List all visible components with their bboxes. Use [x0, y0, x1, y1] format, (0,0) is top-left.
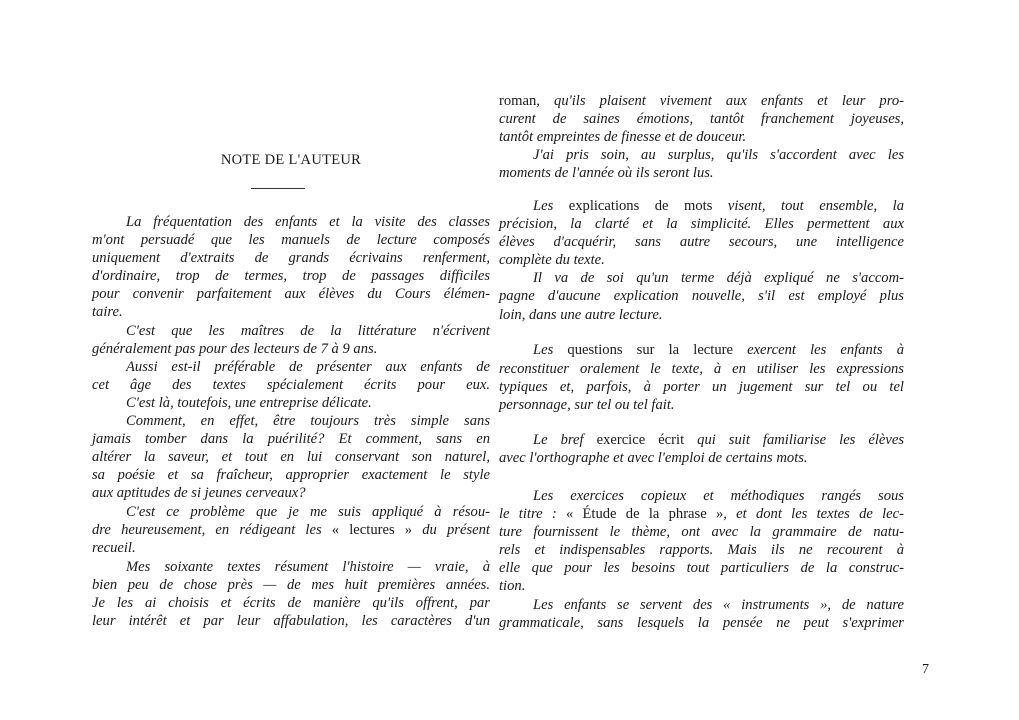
left-text-line [92, 521, 490, 539]
text-segment: typiques et, parfois, à porter un jugement sur tel ou tel [499, 379, 904, 395]
text-segment: « lectures » [331, 522, 413, 538]
left-text-line [92, 322, 490, 340]
text-segment: personnage, sur tel ou tel fait. [499, 397, 675, 413]
right-text-line [499, 128, 904, 146]
left-text-line [92, 285, 490, 303]
text-segment: altérer la saveur, et tout en lui conservant son naturel, [92, 449, 490, 465]
text-segment: C'est là, toutefois, une entreprise délicate. [126, 395, 372, 411]
text-segment: La fréquentation des enfants et la visite des classes [126, 214, 490, 230]
text-segment: C'est ce problème que je me suis appliqué à résou- [126, 504, 490, 520]
text-segment: d'ordinaire, trop de termes, trop de passages difficiles [92, 268, 490, 284]
text-segment: qui suit familiarise les élèves [684, 432, 905, 448]
text-segment: m'ont persuadé que les manuels de lecture composés [92, 232, 490, 248]
right-text-line [499, 251, 904, 269]
right-text-line [499, 614, 904, 632]
text-segment: généralement pas pour des lecteurs de 7 à 9 ans. [92, 341, 378, 357]
left-text-line [92, 576, 490, 594]
text-segment: moments de l'année où ils seront lus. [499, 165, 714, 181]
text-segment: loin, dans une autre lecture. [499, 307, 663, 323]
text-segment: roman [499, 93, 537, 109]
right-text-line [499, 197, 904, 215]
left-text-line [92, 394, 490, 412]
text-segment: visent, tout ensemble, la [712, 198, 904, 214]
text-segment: sa poésie et sa fraîcheur, approprier exactement le style [92, 467, 490, 483]
right-text-line [499, 233, 904, 251]
right-text-line [499, 341, 904, 359]
title-rule [251, 188, 305, 189]
left-text-line [92, 303, 490, 321]
text-segment: Les exercices copieux et méthodiques rangés sous [533, 488, 904, 504]
text-segment: Comment, en effet, être toujours très simple sans [126, 413, 490, 429]
left-text-line [92, 612, 490, 630]
right-text-line [499, 164, 904, 182]
text-segment: questions sur la lecture [567, 342, 733, 358]
right-text-line [499, 146, 904, 164]
left-text-line [92, 231, 490, 249]
right-text-line [499, 449, 904, 467]
text-segment: leur intérêt et par leur affabulation, les caractères d'un [92, 613, 490, 629]
left-text-line [92, 539, 490, 557]
left-text-line [92, 267, 490, 285]
text-segment: Les [533, 198, 569, 214]
right-text-line [499, 487, 904, 505]
left-text-line [92, 448, 490, 466]
text-segment: Je les ai choisis et écrits de manière qu'ils offrent, par [92, 595, 490, 611]
text-segment: J'ai pris soin, au surplus, qu'ils s'accordent avec les [533, 147, 904, 163]
text-segment: exercice écrit [596, 432, 685, 448]
text-segment: recueil. [92, 540, 136, 556]
text-segment: curent de saines émotions, tantôt franchement joyeuses, [499, 111, 904, 127]
text-segment: pagne d'aucune explication nouvelle, s'il est employé plus [499, 288, 904, 304]
right-text-line [499, 92, 904, 110]
left-text-line [92, 484, 490, 502]
text-segment: explications de mots [568, 198, 713, 214]
text-segment: Le bref [533, 432, 597, 448]
left-text-line [92, 430, 490, 448]
text-segment: reconstituer oralement le texte, à en utiliser les expressions [499, 361, 904, 377]
right-text-line [499, 110, 904, 128]
right-text-line [499, 360, 904, 378]
left-text-line [92, 558, 490, 576]
left-text-line [92, 358, 490, 376]
text-segment: Les [533, 342, 568, 358]
left-text-line [92, 503, 490, 521]
right-text-line [499, 306, 904, 324]
text-segment: « Étude de la phrase » [565, 506, 724, 522]
left-text-line [92, 594, 490, 612]
text-segment: elle que pour les besoins tout particuliers de la construc- [499, 560, 904, 576]
text-segment: aux aptitudes de si jeunes cerveaux? [92, 485, 306, 501]
text-segment: pour convenir parfaitement aux élèves du Cours élémen- [92, 286, 490, 302]
text-segment: exercent les enfants à [732, 342, 904, 358]
right-text-line [499, 396, 904, 414]
left-text-line [92, 340, 490, 358]
right-text-line [499, 523, 904, 541]
text-segment: élèves d'acquérir, sans autre secours, une intelligence [499, 234, 904, 250]
right-text-line [499, 559, 904, 577]
right-text-line [499, 378, 904, 396]
text-segment: , qu'ils plaisent vivement aux enfants et leur pro- [536, 93, 904, 109]
text-segment: Mes soixante textes résument l'histoire — vraie, à [126, 559, 490, 575]
right-text-line [499, 596, 904, 614]
left-text-line [92, 249, 490, 267]
right-text-line [499, 287, 904, 305]
text-segment: précision, la clarté et la simplicité. Elles permettent aux [499, 216, 904, 232]
text-segment: uniquement d'extraits de grands écrivains renferment, [92, 250, 490, 266]
right-text-line [499, 577, 904, 595]
text-segment: dre heureusement, en rédigeant les [92, 522, 332, 538]
text-segment: tantôt empreintes de finesse et de douceur. [499, 129, 747, 145]
left-text-line [92, 376, 490, 394]
right-text-line [499, 215, 904, 233]
text-segment: C'est que les maîtres de la littérature n'écrivent [126, 323, 490, 339]
text-segment: tion. [499, 578, 526, 594]
right-text-line [499, 431, 904, 449]
text-segment: complète du texte. [499, 252, 605, 268]
page-title: NOTE DE L'AUTEUR [220, 152, 362, 168]
text-segment: taire. [92, 304, 123, 320]
right-text-line [499, 541, 904, 559]
text-segment: ture fournissent le thème, ont avec la grammaire de natu- [499, 524, 904, 540]
text-segment: avec l'orthographe et avec l'emploi de certains mots. [499, 450, 808, 466]
right-text-line [499, 269, 904, 287]
left-text-line [92, 466, 490, 484]
text-segment: rels et indispensables rapports. Mais ils ne recourent à [499, 542, 904, 558]
text-segment: , et dont les textes de lec- [723, 506, 904, 522]
text-segment: grammaticale, sans lesquels la pensée ne peut s'exprimer [499, 615, 904, 631]
text-segment: jamais tomber dans la puérilité? Et comment, sans en [92, 431, 490, 447]
left-text-line [92, 213, 490, 231]
right-text-line [499, 505, 904, 523]
text-segment: Aussi est-il préférable de présenter aux enfants de [126, 359, 490, 375]
text-segment: cet âge des textes spécialement écrits pour eux. [92, 377, 490, 393]
text-segment: bien peu de chose près — de mes huit premières années. [92, 577, 490, 593]
text-segment: Les enfants se servent des « instruments », de nature [533, 597, 904, 613]
text-segment: le titre : [499, 506, 566, 522]
text-segment: Il va de soi qu'un terme déjà expliqué ne s'accom- [533, 270, 904, 286]
page-number: 7 [922, 662, 929, 677]
text-segment: du présent [412, 522, 490, 538]
left-text-line [92, 412, 490, 430]
